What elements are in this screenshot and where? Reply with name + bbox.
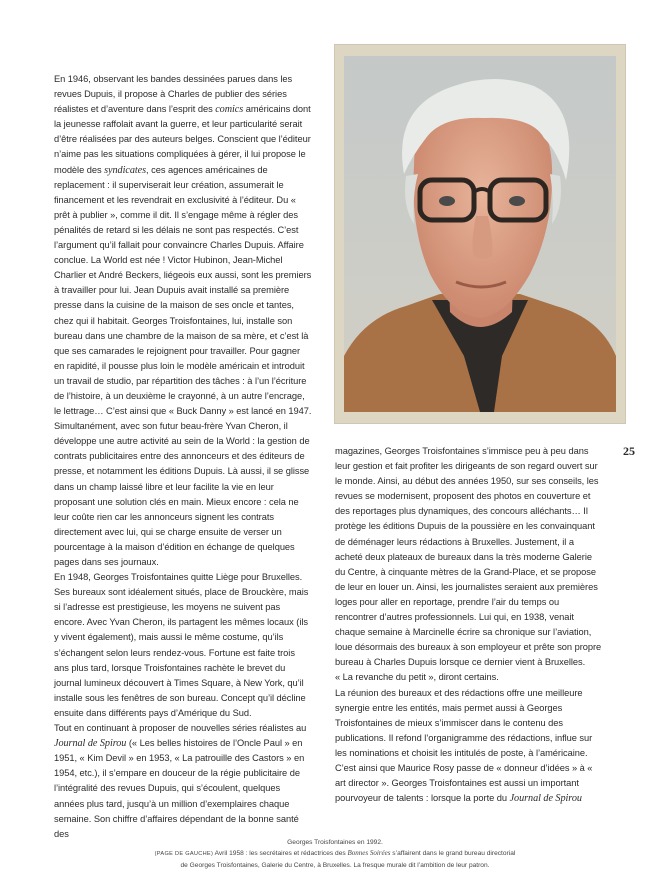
page-number: 25 [623,444,635,458]
right-text-column [335,444,603,806]
paragraph: En 1946, observant les bandes dessinées parues dans les revues Dupuis, il propose à Charles de publier des séries réalistes et d’aventure dans l’esprit des comics américains dont la jeunesse raffolait avant la guerre, et leur particularité serait d’être réalisées par des auteurs belges. Conscient que l’éditeur n’aime pas les situations compliquées à gérer, il lui propose le modèle des syndicates, ces agences américaines de replacement : il superviserait leur création, assumerait le financement et les revendrait en exclusivité à l’éditeur. Du « prêt à publier », comme il dit. Il s’engage même à régler des pénalités de retard si les délais ne sont pas respectés. C’est l’argument qu’il fallait pour convaincre Charles Dupuis. Affaire conclue. La World est née ! Victor Hubinon, Jean-Michel Charlier et André Beckers, liégeois eux aussi, sont les premiers à travailler pour lui. Jean Dupuis avait installé sa première presse dans la cuisine de la maison de ses oncle et tantes, chez qui il habitait. Georges Troisfontaines, lui, installe son bureau dans une chambre de la maison de sa mère, et c’est là que ses camarades le rejoignent pour travailler. Pour gagner en rapidité, il pousse plus loin le modèle américain et introduit un travail de studio, par répartition des tâches : à l’un l’écriture de l’histoire, à un deuxième le crayonné, à un autre l’encrage, le lettrage… C’est ainsi que « Buck Danny » est lancé en 1947. [54,74,312,417]
paragraph: La réunion des bureaux et des rédactions offre une meilleure synergie entre les entités, mais permet aussi à Georges Troisfontaines de mieux s’immiscer dans le contenu des publications. Il refond l’organigramme des rédactions, influe sur les nominations et choisit les intitulés de poste, à l’américaine. C’est ainsi que Maurice Rosy passe de « donneur d’idées » à « art director ». Georges Troisfontaines est aussi un important pourvoyeur de talents : lorsque la porte du Journal de Spirou [335,687,593,805]
left-page-caption-line2: de Georges Troisfontaines, Galerie du Centre, à Bruxelles. La fresque murale dit l’ambition de leur patron. [180,862,490,869]
left-page-caption: (PAGE DE GAUCHE) Avril 1958 : les secrétaires et rédactrices des Bonnes Soirées s’affairent dans le grand bureau directorial [154,849,516,857]
portrait-illustration [344,56,616,412]
paragraph: Tout en continuant à proposer de nouvelles séries réalistes au Journal de Spirou (« Les belles histoires de l’Oncle Paul » en 1951, « Kim Devil » en 1953, « La patrouille des Castors » en 1954, etc.), il s’empare en douceur de la régie publicitaire de l’intégralité des revues Dupuis, qui s’écoulent, quelques années plus tard, jusqu’à un million d’exemplaires chaque semaine. Son chiffre d’affaires dépendant de la bonne santé des [54,723,307,839]
photo-caption: Georges Troisfontaines en 1992. [287,839,383,846]
portrait-photo-frame [334,44,626,424]
portrait-photo [344,56,616,412]
paragraph: « La revanche du petit », diront certains. [335,672,499,683]
captions [110,837,560,871]
paragraph: magazines, Georges Troisfontaines s’immisce peu à peu dans leur gestion et fait profiter les dirigeants de son regard ouvert sur le monde. Ainsi, au début des années 1950, sur ses conseils, les revues se modernisent, proposent des photos en couverture et des reportages plus dynamiques, des concours alléchants… Il protège les éditions Dupuis de la poussière en les convainquant de déménager leurs rédactions à Bruxelles. Justement, il a acheté deux plateaux de bureaux dans la très moderne Galerie du Centre, à cinquante mètres de la Grand-Place, et se propose de leur en louer un. Ainsi, les journalistes seraient aux premières loges pour aller en reportage, prendre l’air du temps ou rencontrer d’autres professionnels. Lui qui, en 1938, venait chaque semaine à Marcinelle écrire sa chronique sur l’aviation, loue désormais des bureaux à son employeur et prête son propre bureau à Charles Dupuis lorsque ce dernier vient à Bruxelles. [335,446,602,668]
paragraph: Simultanément, avec son futur beau-frère Yvan Cheron, il développe une autre activité au sein de la World : la gestion de contrats publicitaires entre des annonceurs et des éditeurs de presse, et notamment les éditions Dupuis. Là aussi, il se glisse dans un champ laissé libre et leur facilite la vie en leur proposant une solution clés en main. Mieux encore : cela ne leur coûte rien car les annonceurs signent les contrats directement avec lui, qui se charge ensuite de verser un pourcentage à la maison d’édition en échange de quelques pages dans ses journaux. [54,421,310,567]
paragraph: En 1948, Georges Troisfontaines quitte Liège pour Bruxelles. Ses bureaux sont idéalement situés, place de Brouckère, mais si l’adresse est prestigieuse, les moyens ne suivent pas encore. Avec Yvan Cheron, ils partagent les mêmes locaux (ils y vivent également), mais aussi le même costume, qu’ils s’échangent selon leurs rendez-vous. Fortune est faite trois ans plus tard, lorsque Troisfontaines rachète le brevet du journal lumineux découvert à Times Square, à New York, qu’il installe sous les fenêtres de son bureau. Concept qu’il décline ensuite dans différents pays d’Amérique du Sud. [54,572,309,718]
left-text-column [54,72,312,842]
